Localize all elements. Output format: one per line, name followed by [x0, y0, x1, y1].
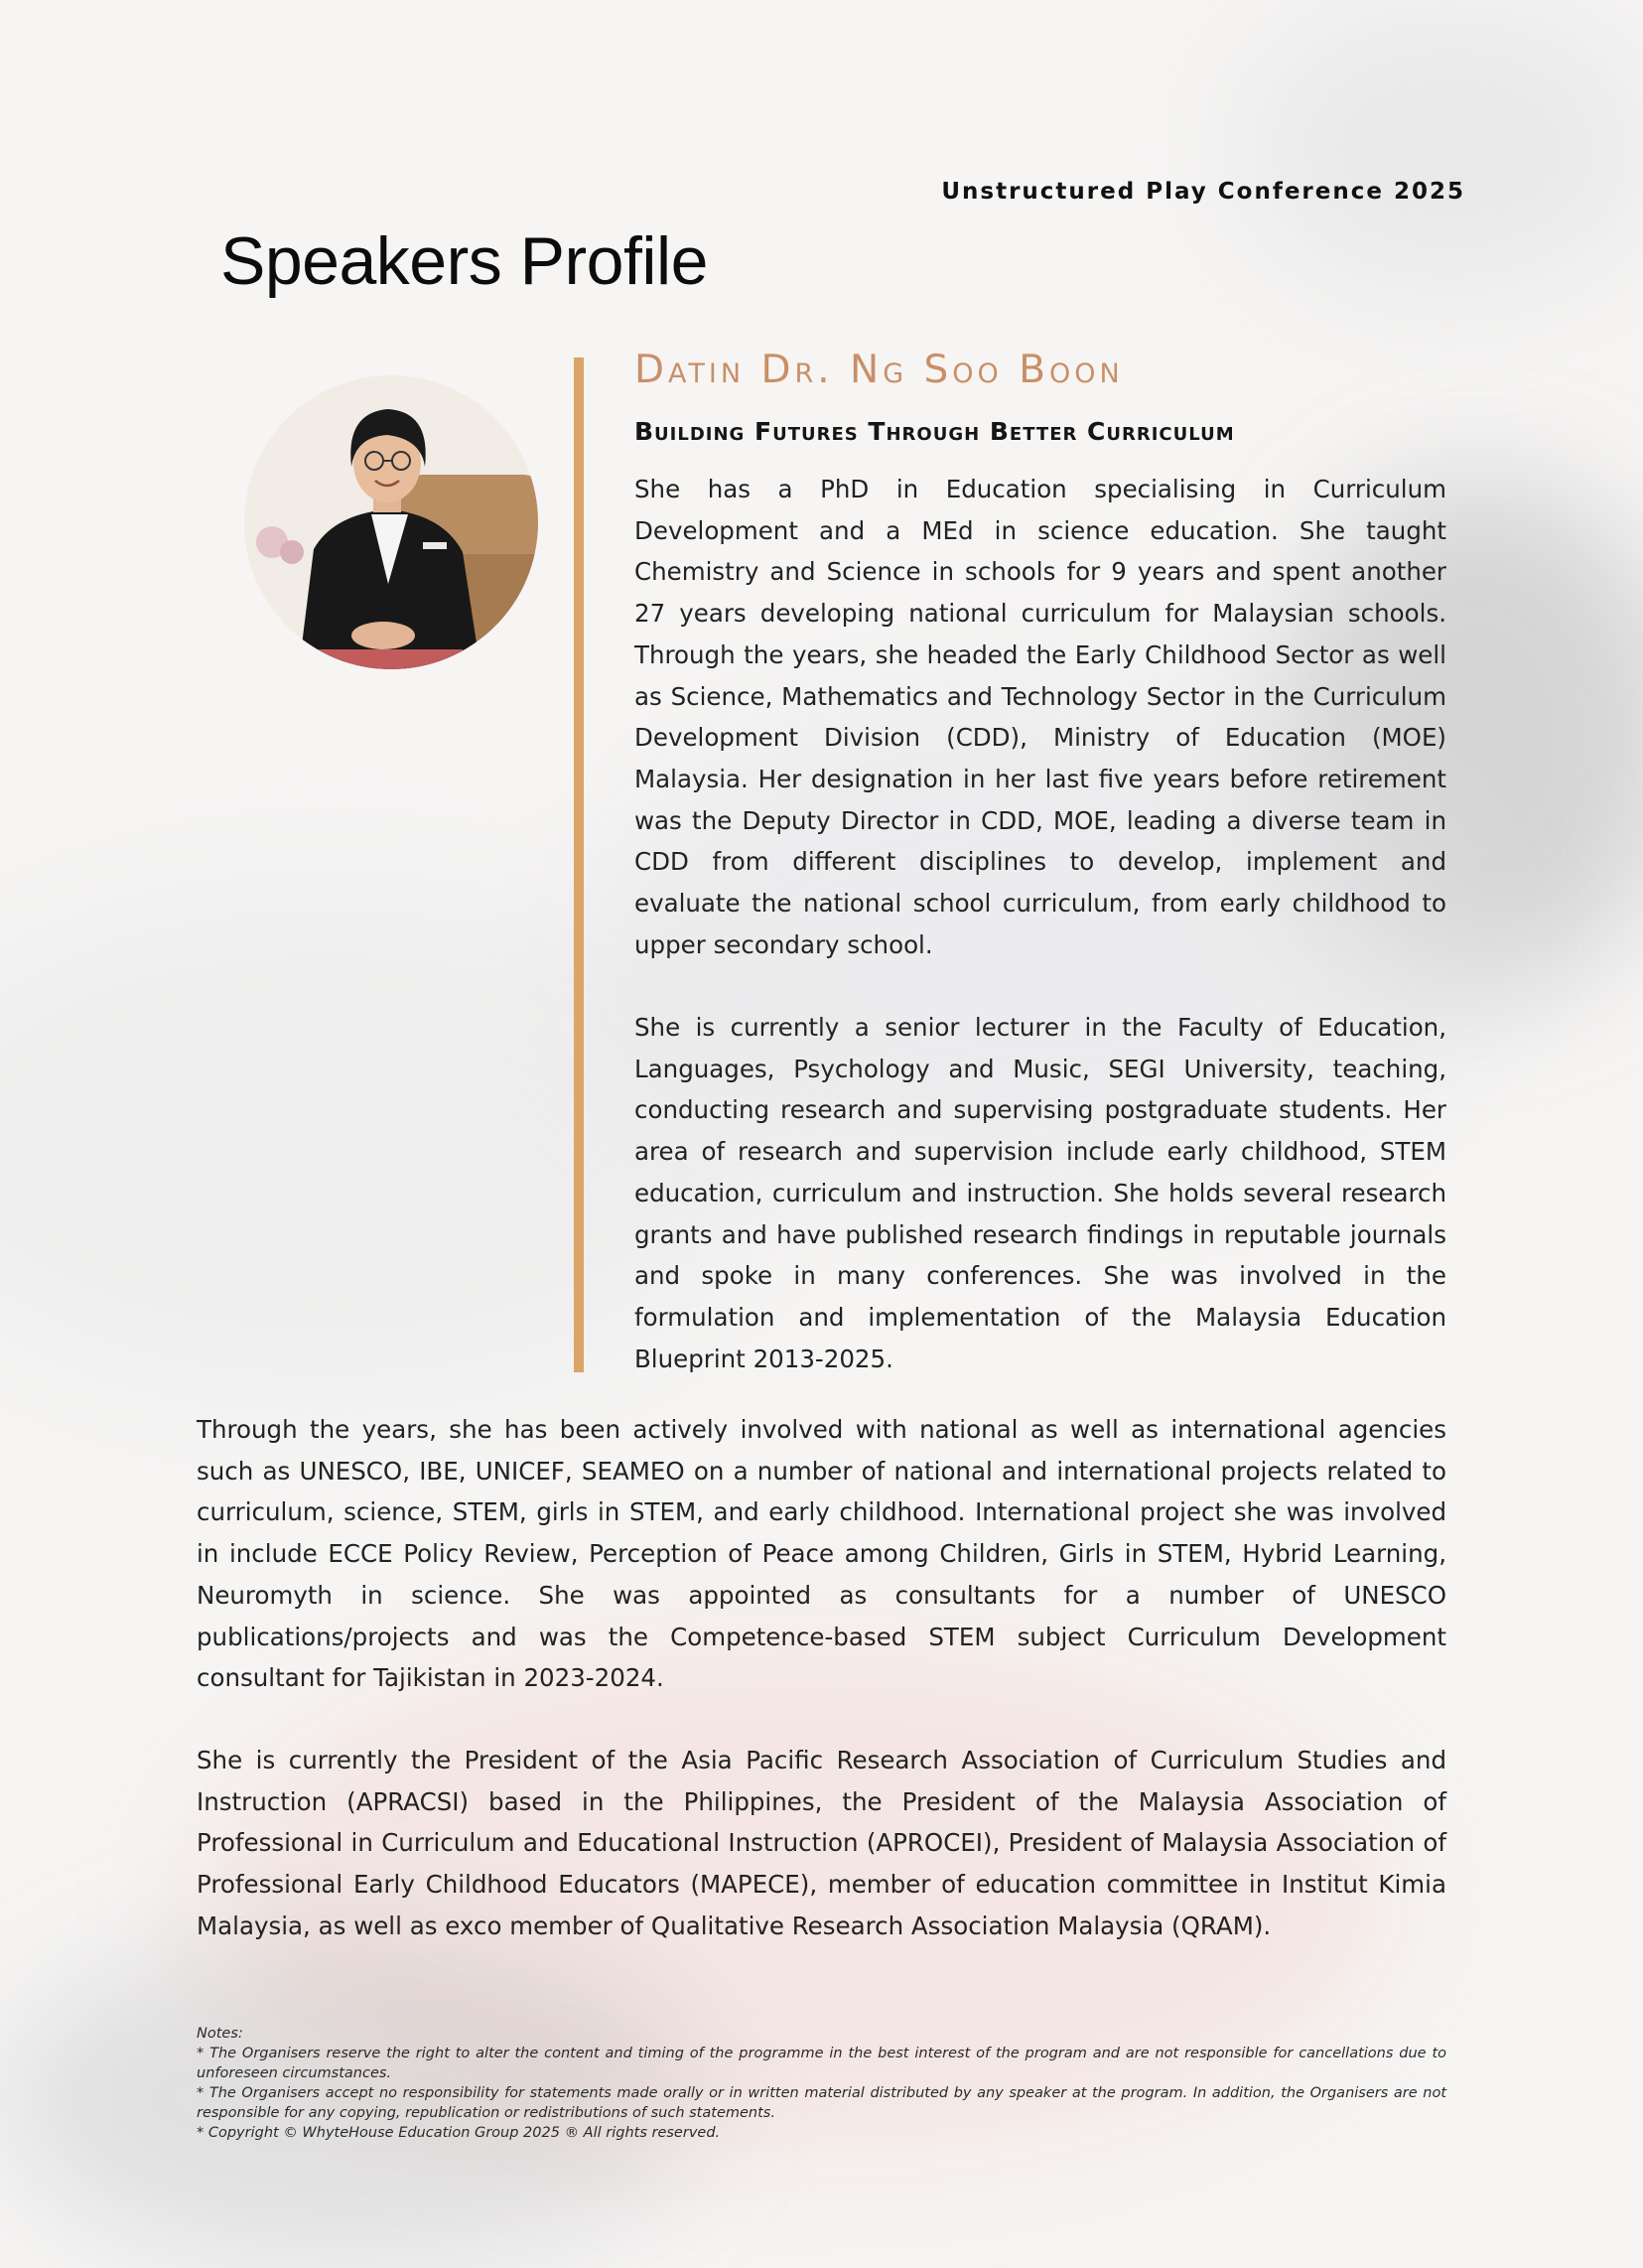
bio-paragraph-1: She has a PhD in Education specialising in Curriculum Development and a MEd in science education. She taught Chemistry and Science in schools for 9 years and spent another 27 years developing national curriculum for Malaysian schools. Through the years, she headed the Early Childhood Sector as well as Science, Mathematics and Technology Sector in the Curriculum Development Division (CDD), Ministry of Education (MOE) Malaysia. Her designation in her last five years before retirement was the Deputy Director in CDD, MOE, leading a diverse team in CDD from different disciplines to develop, implement and evaluate the national school curriculum, from early childhood to upper secondary school. — [634, 475, 1446, 959]
speaker-portrait-illustration — [244, 375, 538, 669]
copyright-note: * Copyright © WhyteHouse Education Group 2025 ® All rights reserved. — [197, 2125, 721, 2141]
speaker-portrait-photo — [244, 375, 538, 669]
conference-name: Unstructured Play Conference 2025 — [941, 179, 1465, 205]
bio-paragraph-3: Through the years, she has been actively involved with national as well as international agencies such as UNESCO, IBE, UNICEF, SEAMEO on a number of national and international projects related to curriculum, science, STEM, girls in STEM, and early childhood. International project she was involved in include ECCE Policy Review, Perception of Peace among Children, Girls in STEM, Hybrid Learning, Neuromyth in science. She was appointed as consultants for a number of UNESCO publications/projects and was the Competence-based STEM subject Curriculum Development consultant for Tajikistan in 2023-2024. — [197, 1415, 1446, 1693]
note-item: * The Organisers accept no responsibility for statements made orally or in written material distributed by any speaker at the program. In addition, the Organisers are not responsible for any copying, republication or redistributions of such statements. — [197, 2085, 1446, 2121]
page-title: Speakers Profile — [220, 223, 708, 299]
speaker-name: Datin Dr. Ng Soo Boon — [634, 348, 1124, 392]
bio-paragraph-2: She is currently a senior lecturer in the Faculty of Education, Languages, Psychology and Music, SEGI University, teaching, conducting research and supervising postgraduate students. Her area of research and supervision include early childhood, STEM education, curriculum and instruction. She holds several research grants and have published research findings in reputable journals and spoke in many conferences. She was involved in the formulation and implementation of the Malaysia Education Blueprint 2013-2025. — [634, 1013, 1446, 1373]
background-blur-shape — [1241, 0, 1643, 298]
accent-bar — [574, 357, 584, 1372]
talk-title: Building Futures Through Better Curriculum — [634, 417, 1235, 446]
notes-heading: Notes: — [197, 2026, 243, 2042]
bio-paragraph-4: She is currently the President of the Asia Pacific Research Association of Curriculum Studies and Instruction (APRACSI) based in the Philippines, the President of the Malaysia Association of Professional in Curriculum and Educational Instruction (APROCEI), President of Malaysia Association of Professional Early Childhood Educators (MAPECE), member of education committee in Institut Kimia Malaysia, as well as exco member of Qualitative Research Association Malaysia (QRAM). — [197, 1746, 1446, 1940]
notes-section — [197, 2024, 1446, 2143]
note-item: * The Organisers reserve the right to alter the content and timing of the programme in the best interest of the program and are not responsible for cancellations due to unforeseen circumstances. — [197, 2046, 1446, 2081]
